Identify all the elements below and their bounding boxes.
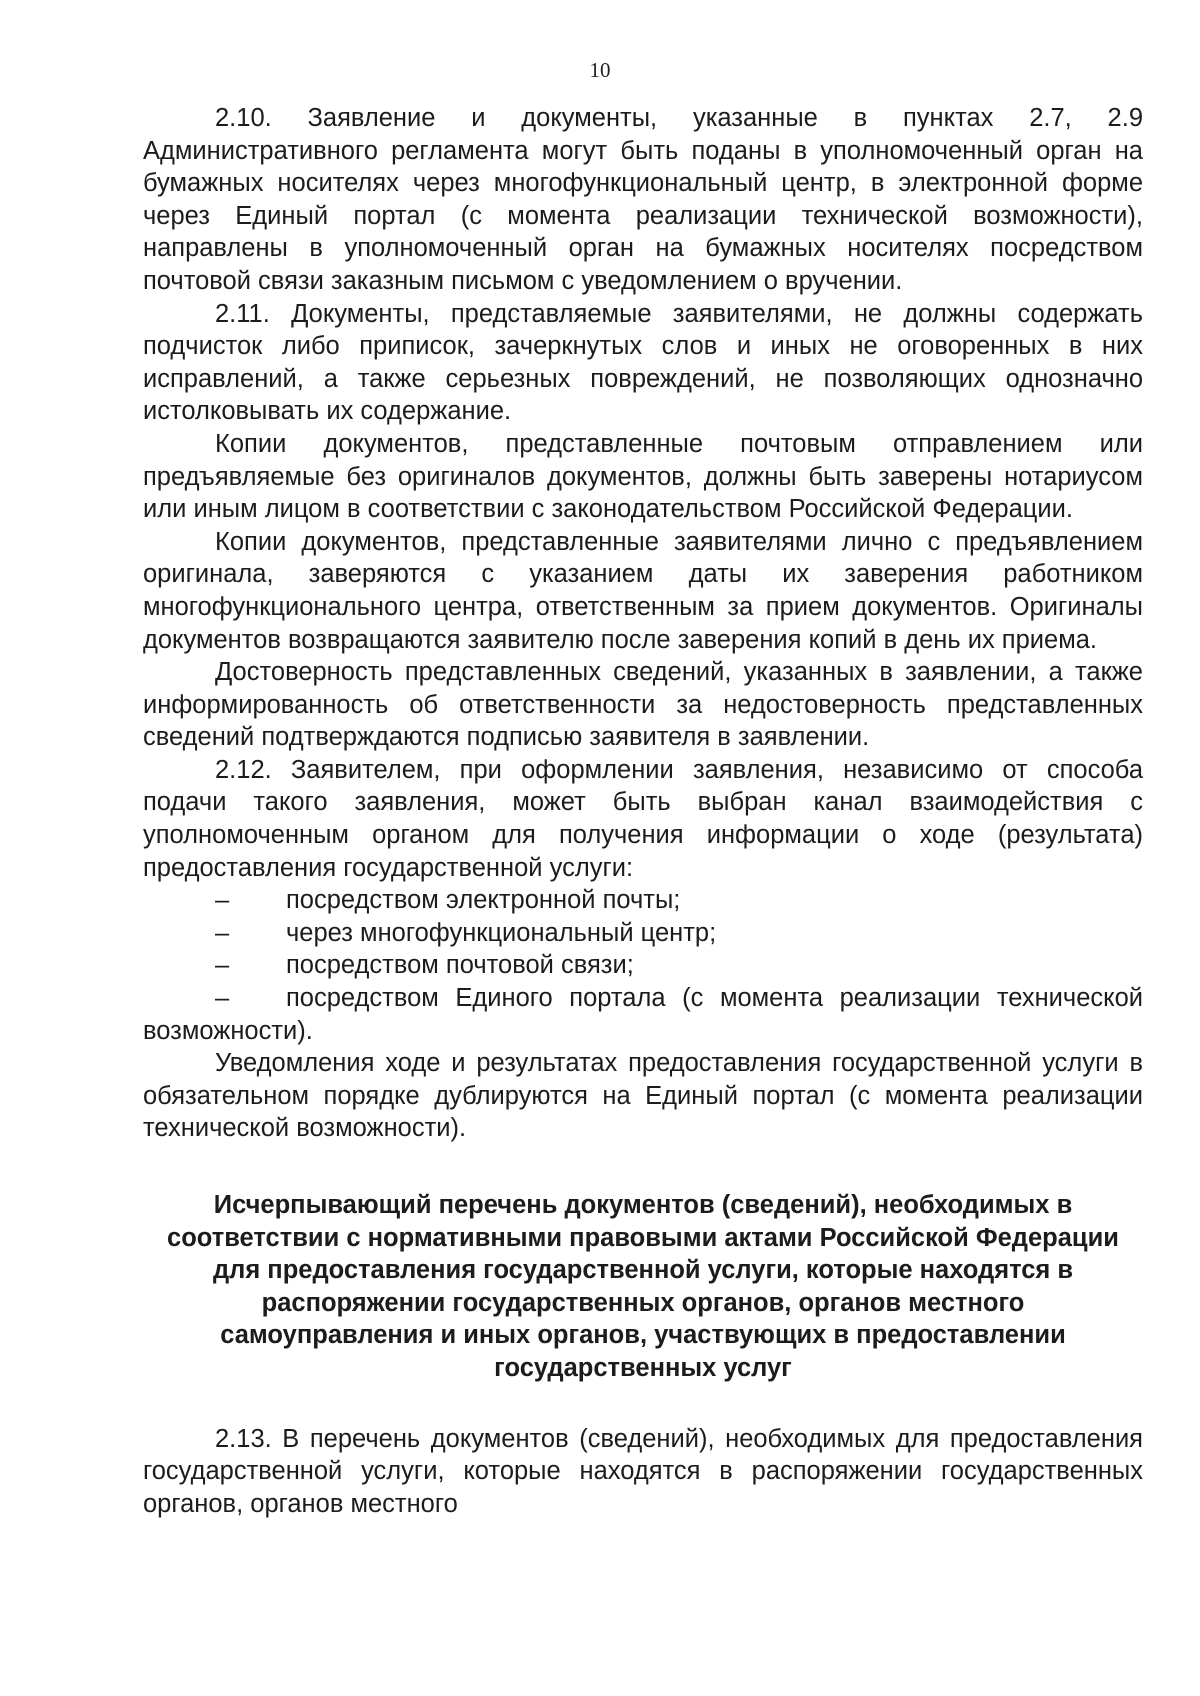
page-number: 10	[589, 58, 611, 82]
list-item-text: посредством Единого портала (с момента реализации технической возможности).	[143, 984, 1143, 1045]
spacer	[143, 1385, 1143, 1423]
list-item-text: посредством электронной почты;	[286, 886, 681, 915]
list-item-text: посредством почтовой связи;	[286, 951, 634, 980]
list-dash: –	[215, 984, 230, 1013]
paragraph-notifications: Уведомления ходе и результатах предоставления государственной услуги в обязательном порядке дублируются на Единый портал (с момента реализации технической возможности).	[143, 1049, 1143, 1143]
paragraph-reliability: Достоверность представленных сведений, указанных в заявлении, а также информированность об ответственности за недостоверность представленных сведений подтверждаются подписью заявителя в заявлении.	[143, 658, 1143, 752]
list-dash: –	[215, 918, 230, 947]
section-heading: Исчерпывающий перечень документов (сведений), необходимых в соответствии с нормативными правовыми актами Российской Федерации для предоставления государственной услуги, которые находятся в распоряжении государственных органов, органов местного самоуправления и иных органов, участвующих в предоставлении государственных услуг	[167, 1191, 1119, 1382]
paragraph-copies-mail: Копии документов, представленные почтовым отправлением или предъявляемые без оригиналов документов, должны быть заверены нотариусом или иным лицом в соответствии с законодательством Российской Федерации.	[143, 429, 1143, 524]
paragraph-copies-personal: Копии документов, представленные заявителями лично с предъявлением оригинала, заверяются с указанием даты их заверения работником многофункционального центра, ответственным за прием документов. Оригиналы документов возвращаются заявителю после заверения копий в день их приема.	[143, 527, 1143, 654]
list-item	[143, 982, 1143, 1047]
list-item	[143, 949, 1143, 982]
list-item	[143, 917, 1143, 950]
list-item-text: через многофункциональный центр;	[286, 918, 717, 947]
document-body	[143, 102, 1143, 1520]
paragraph-2-12: 2.12. Заявителем, при оформлении заявления, независимо от способа подачи такого заявления, может быть выбран канал взаимодействия с уполномоченным органом для получения информации о ходе (результата) предоставления государственной услуги:	[143, 755, 1143, 882]
paragraph-2-10: 2.10. Заявление и документы, указанные в пунктах 2.7, 2.9 Административного регламента могут быть поданы в уполномоченный орган на бумажных носителях через многофункциональный центр, в электронной форме через Единый портал (с момента реализации технической возможности), направлены в уполномоченный орган на бумажных носителях посредством почтовой связи заказным письмом с уведомлением о вручении.	[143, 104, 1143, 295]
list-item	[143, 884, 1143, 917]
paragraph-2-11: 2.11. Документы, представляемые заявителями, не должны содержать подчисток либо приписок, зачеркнутых слов и иных не оговоренных в них исправлений, а также серьезных повреждений, не позволяющих однозначно истолковывать их содержание.	[143, 299, 1143, 426]
list-dash: –	[215, 886, 230, 915]
paragraph-2-13: 2.13. В перечень документов (сведений), необходимых для предоставления государственной услуги, которые находятся в распоряжении государственных органов, органов местного	[143, 1424, 1143, 1518]
list-dash: –	[215, 951, 230, 980]
